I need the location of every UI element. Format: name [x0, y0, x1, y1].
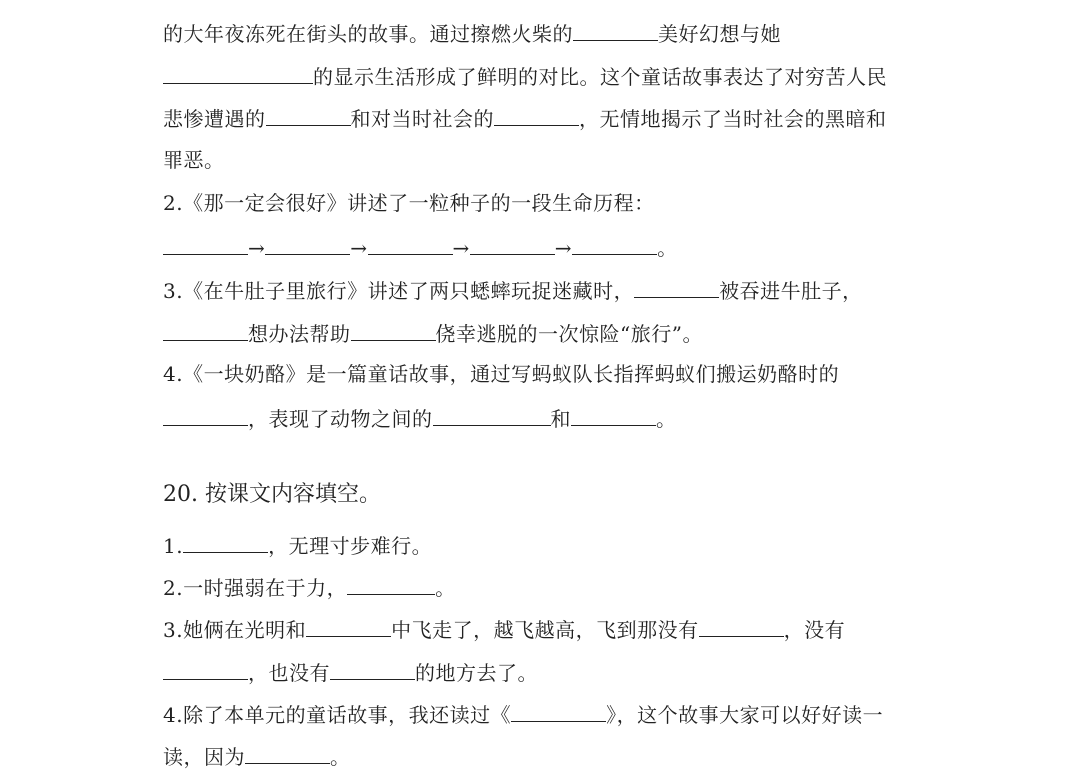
text: 中飞走了，越飞越高，飞到那没有 [391, 618, 699, 642]
text: 的显示生活形成了鲜明的对比。这个童话故事表达了对穷苦人民 [313, 65, 887, 89]
s20-question-3-line-2 [163, 657, 538, 687]
text: 想办法帮助 [248, 322, 351, 346]
fill-blank[interactable] [351, 318, 436, 341]
text: 和对当时社会的 [350, 107, 494, 131]
text: ，没有 [783, 618, 846, 642]
s19-question-3-line-1 [163, 275, 863, 305]
s20-question-2 [163, 572, 456, 602]
section-20-heading: 20. 按课文内容填空。 [163, 482, 381, 507]
text: 3.《在牛肚子里旅行》讲述了两只蟋蟀玩捉迷藏时， [163, 279, 635, 303]
text: 。 [435, 576, 456, 600]
text: ，也没有 [248, 661, 330, 685]
s19-question-2-sequence [163, 232, 678, 262]
s19-question-4-line-2 [163, 403, 677, 433]
fill-blank[interactable] [265, 232, 350, 255]
s20-question-4-line-1 [163, 699, 883, 729]
fill-blank[interactable] [368, 232, 453, 255]
fill-blank[interactable] [634, 275, 719, 298]
arrow-icon: → [248, 236, 266, 260]
s19-intro-line-3 [163, 103, 887, 133]
arrow-icon: → [350, 236, 368, 260]
text: 侥幸逃脱的一次惊险“旅行”。 [435, 322, 703, 346]
fill-blank[interactable] [163, 61, 313, 84]
text: 3.她俩在光明和 [163, 618, 307, 642]
arrow-icon: → [554, 236, 573, 260]
s20-question-4-line-2 [163, 741, 351, 771]
text: 罪恶。 [163, 148, 225, 172]
fill-blank[interactable] [183, 530, 268, 553]
fill-blank[interactable] [163, 232, 248, 255]
text: ，表现了动物之间的 [248, 407, 433, 431]
fill-blank[interactable] [433, 403, 551, 426]
text: 2.一时强弱在于力， [163, 576, 348, 600]
text: ，无理寸步难行。 [268, 534, 433, 558]
fill-blank[interactable] [266, 103, 351, 126]
text: 。 [330, 745, 351, 769]
fill-blank[interactable] [163, 318, 248, 341]
s19-question-3-line-2 [163, 318, 703, 348]
s20-question-3-line-1 [163, 614, 845, 644]
fill-blank[interactable] [163, 403, 248, 426]
fill-blank[interactable] [306, 614, 391, 637]
text: ，无情地揭示了当时社会的黑暗和 [579, 107, 887, 131]
s20-question-1 [163, 530, 432, 560]
text: 的地方去了。 [415, 661, 538, 685]
text: 读，因为 [163, 745, 245, 769]
fill-blank[interactable] [470, 232, 555, 255]
text: 。 [656, 407, 677, 431]
s19-question-4-line-1 [163, 360, 839, 388]
fill-blank[interactable] [245, 741, 330, 764]
text: 美好幻想与她 [658, 22, 781, 46]
text: 。 [657, 236, 678, 260]
arrow-icon: → [452, 236, 470, 260]
text: 4.《一块奶酪》是一篇童话故事，通过写蚂蚁队长指挥蚂蚁们搬运奶酪时的 [163, 362, 840, 386]
text: 被吞进牛肚子， [719, 279, 863, 303]
s19-intro-line-2 [163, 61, 887, 91]
text: 悲惨遭遇的 [163, 107, 266, 131]
fill-blank[interactable] [572, 232, 657, 255]
s19-question-2-label [163, 189, 655, 217]
text: 2.《那一定会很好》讲述了一粒种子的一段生命历程： [163, 191, 655, 215]
text: 1. [163, 534, 184, 558]
fill-blank[interactable] [573, 18, 658, 41]
fill-blank[interactable] [163, 657, 248, 680]
s19-intro-line-1 [163, 18, 781, 48]
fill-blank[interactable] [494, 103, 579, 126]
s19-intro-line-4 [163, 146, 225, 174]
fill-blank[interactable] [330, 657, 415, 680]
text: 的大年夜冻死在街头的故事。通过擦燃火柴的 [163, 22, 573, 46]
text: 》，这个故事大家可以好好读一 [606, 703, 884, 727]
fill-blank[interactable] [571, 403, 656, 426]
fill-blank[interactable] [347, 572, 435, 595]
text: 4.除了本单元的童话故事，我还读过《 [163, 703, 512, 727]
text: 和 [550, 407, 571, 431]
fill-blank[interactable] [511, 699, 606, 722]
fill-blank[interactable] [699, 614, 784, 637]
